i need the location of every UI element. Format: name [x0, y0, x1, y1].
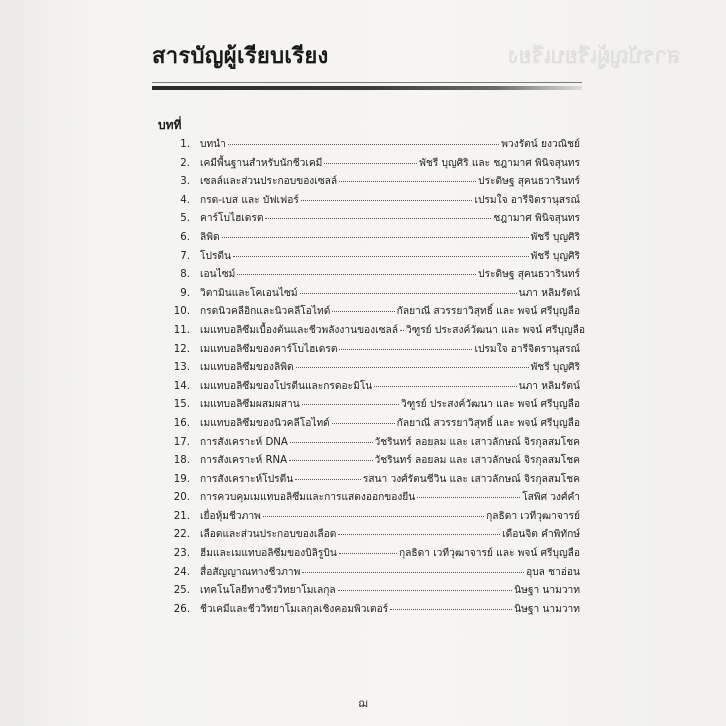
- dot-leader: [339, 553, 397, 554]
- chapter-title: เมแทบอลิซึมของนิวคลีโอไทด์: [200, 417, 330, 429]
- chapter-title: กรด-เบส และ บัฟเฟอร์: [200, 194, 299, 206]
- chapter-title: การควบคุมเมแทบอลิซึมและการแสดงออกของยีน: [200, 492, 416, 504]
- chapter-author: พัชรี บุญศิริ: [530, 362, 580, 374]
- chapter-author: วัชรินทร์ ลอยลม และ เสาวลักษณ์ จิรกุลสมโชค: [374, 455, 580, 467]
- dot-leader: [296, 367, 529, 368]
- dot-leader: [237, 274, 476, 275]
- chapter-column-label: บทที่: [158, 118, 182, 132]
- chapter-title: การสังเคราะห์ RNA: [200, 455, 288, 467]
- chapter-author: กุลธิดา เวทีวุฒาจารย์: [486, 510, 580, 522]
- toc-entry: [160, 601, 580, 620]
- show-through-text: สารบัญผู้เรียบเรียง: [508, 44, 681, 69]
- toc-entry: [160, 545, 580, 564]
- chapter-author: นิษฐา นามวาท: [514, 603, 580, 615]
- chapter-title: เมแทบอลิซึมผสมผสาน: [200, 399, 300, 411]
- chapter-number: 19.: [173, 473, 190, 485]
- chapter-title: เลือดและส่วนประกอบของเลือด: [200, 529, 337, 541]
- chapter-number: 13.: [173, 362, 190, 374]
- chapter-author: วิฑูรย์ ประสงค์วัฒนา และ พจน์ ศรีบุญลือ: [401, 399, 580, 411]
- dot-leader: [332, 423, 395, 424]
- chapter-title: กรดนิวคลีอิกและนิวคลีโอไทด์: [200, 306, 331, 318]
- dot-leader: [289, 460, 372, 461]
- dot-leader: [300, 293, 517, 294]
- chapter-title: ชีวเคมีและชีววิทยาโมเลกุลเชิงคอมพิวเตอร์: [200, 603, 389, 615]
- toc-entry: [160, 192, 580, 211]
- chapter-number: 3.: [180, 176, 190, 188]
- chapter-author: พัชรี บุญศิริ: [530, 231, 580, 243]
- toc-entry: [160, 415, 580, 434]
- chapter-author: นภา หลิมรัตน์: [518, 380, 580, 392]
- toc-entry: [160, 285, 580, 304]
- toc-entry: [160, 173, 580, 192]
- chapter-number: 6.: [180, 231, 190, 243]
- dot-leader: [290, 442, 373, 443]
- chapter-number: 15.: [173, 399, 190, 411]
- chapter-title: วิตามินและโคเอนไซม์: [200, 287, 298, 299]
- toc-entry: [160, 359, 580, 378]
- page-number: ฌ: [358, 697, 368, 710]
- toc-list: [160, 136, 585, 619]
- toc-entry: [160, 526, 580, 545]
- chapter-number: 18.: [173, 455, 190, 467]
- chapter-number: 14.: [173, 380, 190, 392]
- toc-entry: [160, 508, 580, 527]
- chapter-title: การสังเคราะห์ DNA: [200, 436, 288, 448]
- chapter-author: โสพิศ วงศ์คำ: [522, 492, 580, 504]
- chapter-title: เอนไซม์: [200, 269, 236, 281]
- chapter-number: 10.: [173, 306, 190, 318]
- toc-entry: [160, 155, 580, 174]
- toc-entry: [160, 489, 580, 508]
- dot-leader: [302, 404, 399, 405]
- chapter-author: วิฑูรย์ ประสงค์วัฒนา และ พจน์ ศรีบุญลือ: [406, 324, 585, 336]
- dot-leader: [339, 181, 476, 182]
- chapter-number: 16.: [173, 417, 190, 429]
- dot-leader: [338, 534, 500, 535]
- toc-entry: [160, 266, 580, 285]
- chapter-author: ประดิษฐ สุคนธวารินทร์: [478, 269, 580, 281]
- toc-entry: [160, 378, 580, 397]
- dot-leader: [295, 479, 361, 480]
- toc-entry: [160, 452, 580, 471]
- chapter-number: 2.: [180, 157, 190, 169]
- page-title: สารบัญผู้เรียบเรียง: [152, 44, 329, 69]
- dot-leader: [390, 609, 512, 610]
- chapter-number: 24.: [173, 566, 190, 578]
- chapter-title: ฮีมและเมแทบอลิซึมของบิลิรูบิน: [200, 548, 337, 560]
- toc-entry: [160, 434, 580, 453]
- chapter-author: วัชรินทร์ ลอยลม และ เสาวลักษณ์ จิรกุลสมโชค: [374, 436, 580, 448]
- toc-entry: [160, 136, 580, 155]
- chapter-number: 26.: [173, 603, 190, 615]
- dot-leader: [265, 218, 491, 219]
- chapter-number: 1.: [180, 139, 190, 150]
- dot-leader: [400, 330, 404, 331]
- chapter-author: เปรมใจ อารีจิตรานุสรณ์: [474, 343, 580, 355]
- dot-leader: [374, 386, 516, 387]
- toc-entry: [160, 248, 580, 267]
- dot-leader: [228, 144, 499, 145]
- chapter-author: ชฎามาศ พินิจสุนทร: [493, 213, 580, 225]
- chapter-title: เซลล์และส่วนประกอบของเซลล์: [200, 176, 338, 188]
- chapter-title: บทนำ: [200, 139, 226, 150]
- chapter-author: อุบล ชาอ่อน: [526, 566, 580, 578]
- chapter-number: 25.: [173, 585, 190, 597]
- chapter-number: 12.: [173, 343, 190, 355]
- chapter-number: 4.: [180, 194, 190, 206]
- toc-entry: [160, 396, 580, 415]
- dot-leader: [263, 516, 484, 517]
- dot-leader: [302, 572, 524, 573]
- chapter-author: พัชรี บุญศิริ และ ชฎามาศ พินิจสุนทร: [419, 157, 580, 169]
- chapter-author: นภา หลิมรัตน์: [518, 287, 580, 299]
- toc-entry: [160, 471, 580, 490]
- chapter-title: ลิพิด: [200, 231, 220, 243]
- chapter-author: รสนา วงศ์รัตนชีวิน และ เสาวลักษณ์ จิรกุลสมโชค: [362, 473, 580, 485]
- chapter-number: 11.: [173, 324, 190, 336]
- toc-entry: [160, 210, 580, 229]
- dot-leader: [417, 497, 520, 498]
- toc-entry: [160, 582, 580, 601]
- chapter-number: 22.: [173, 529, 190, 541]
- toc-entry: [160, 341, 580, 360]
- chapter-number: 23.: [173, 548, 190, 560]
- toc-entry: [160, 564, 580, 583]
- chapter-title: การสังเคราะห์โปรตีน: [200, 473, 294, 485]
- toc-entry: [160, 229, 580, 248]
- chapter-title: เมแทบอลิซึมเบื้องต้นและชีวพลังงานของเซลล์: [200, 324, 399, 336]
- chapter-number: 9.: [180, 287, 190, 299]
- dot-leader: [339, 349, 472, 350]
- chapter-number: 21.: [173, 510, 190, 522]
- title-divider-thick: [152, 86, 582, 90]
- chapter-title: สื่อสัญญาณทางชีวภาพ: [200, 566, 301, 578]
- dot-leader: [233, 256, 529, 257]
- chapter-title: เยื่อหุ้มชีวภาพ: [200, 510, 261, 522]
- chapter-number: 5.: [180, 213, 190, 225]
- chapter-author: ประดิษฐ สุคนธวารินทร์: [478, 176, 580, 188]
- chapter-author: กัลยาณี สวรรยาวิสุทธิ์ และ พจน์ ศรีบุญลือ: [396, 417, 580, 429]
- title-divider-thin: [152, 82, 582, 83]
- dot-leader: [222, 237, 529, 238]
- chapter-author: นิษฐา นามวาท: [514, 585, 580, 597]
- chapter-title: เทคโนโลยีทางชีววิทยาโมเลกุล: [200, 585, 336, 597]
- chapter-author: กัลยาณี สวรรยาวิสุทธิ์ และ พจน์ ศรีบุญลือ: [396, 306, 580, 318]
- dot-leader: [338, 590, 513, 591]
- toc-entry: [160, 322, 585, 341]
- chapter-author: พัชรี บุญศิริ: [530, 250, 580, 262]
- chapter-number: 17.: [173, 436, 190, 448]
- dot-leader: [324, 163, 417, 164]
- chapter-author: กุลธิดา เวทีวุฒาจารย์ และ พจน์ ศรีบุญลือ: [399, 548, 580, 560]
- toc-entry: [160, 303, 580, 322]
- chapter-title: เมแทบอลิซึมของลิพิด: [200, 362, 294, 374]
- chapter-title: เมแทบอลิซึมของโปรตีนและกรดอะมิโน: [200, 380, 373, 392]
- chapter-author: พวงรัตน์ ยงวณิชย์: [501, 139, 580, 150]
- chapter-number: 20.: [173, 492, 190, 504]
- chapter-title: คาร์โบไฮเดรต: [200, 213, 264, 225]
- chapter-number: 8.: [180, 269, 190, 281]
- chapter-number: 7.: [180, 250, 190, 262]
- chapter-author: เปรมใจ อารีจิตรานุสรณ์: [474, 194, 580, 206]
- chapter-title: เมแทบอลิซึมของคาร์โบไฮเดรต: [200, 343, 338, 355]
- dot-leader: [332, 311, 394, 312]
- dot-leader: [301, 200, 473, 201]
- chapter-title: โปรตีน: [200, 250, 231, 262]
- chapter-title: เคมีพื้นฐานสำหรับนักชีวเคมี: [200, 157, 323, 169]
- chapter-author: เดือนจิต คำพิทักษ์: [502, 529, 580, 541]
